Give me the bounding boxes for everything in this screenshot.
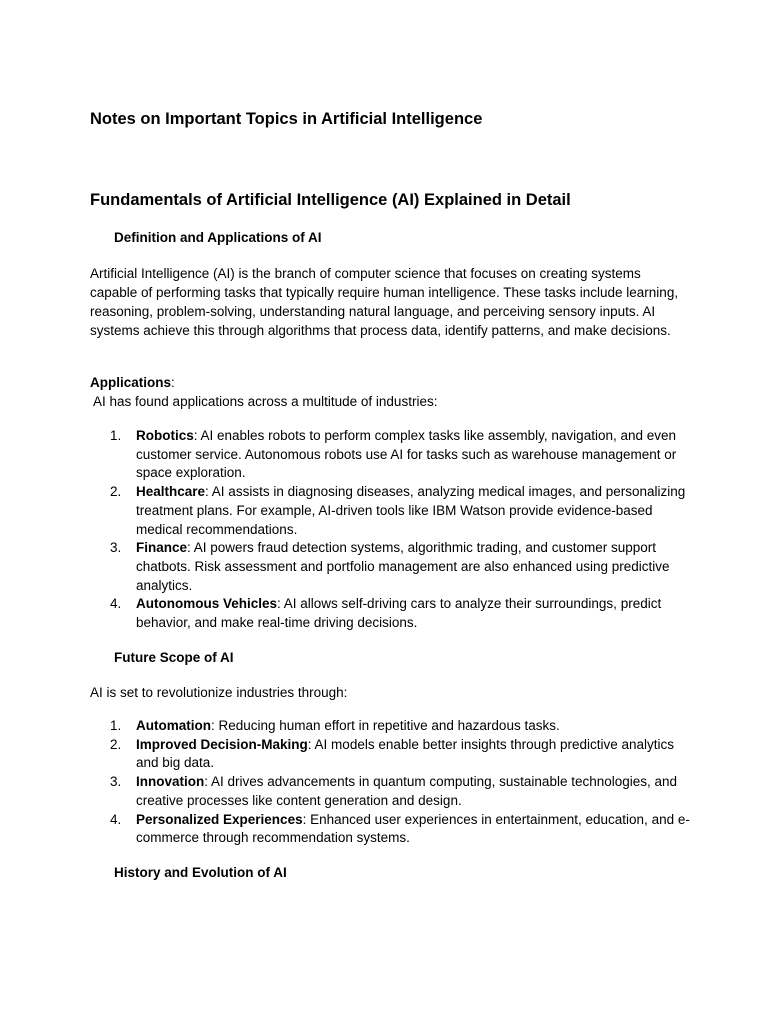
future-list xyxy=(90,717,690,848)
item-text: : AI assists in diagnosing diseases, analyzing medical images, and personalizing treatment plans. For example, AI-driven tools like IBM Watson provide evidence-based medical recommendations. xyxy=(136,484,686,537)
item-text: : AI allows self-driving cars to analyze their surroundings, predict behavior, and make real-time driving decisions. xyxy=(136,596,662,631)
item-term: Personalized Experiences xyxy=(136,811,303,827)
list-item xyxy=(90,595,690,632)
section-title: Fundamentals of Artificial Intelligence (AI) Explained in Detail xyxy=(90,191,571,209)
list-item xyxy=(90,539,690,595)
item-term: Healthcare xyxy=(136,484,206,500)
item-number: 4. xyxy=(110,596,122,612)
item-term: Improved Decision-Making xyxy=(136,736,308,752)
applications-label-suffix: : xyxy=(171,375,175,390)
item-term: Robotics xyxy=(136,428,194,443)
item-number: 2. xyxy=(110,736,122,752)
item-term: Finance xyxy=(136,540,188,556)
item-number: 2. xyxy=(110,484,122,500)
item-term: Autonomous Vehicles xyxy=(136,596,278,612)
item-number: 3. xyxy=(110,774,122,790)
item-number: 1. xyxy=(110,428,122,443)
applications-label-line xyxy=(90,373,680,392)
item-term: Innovation xyxy=(136,774,205,790)
item-text: : AI models enable better insights through predictive analytics and big data. xyxy=(136,736,675,771)
list-item xyxy=(90,717,690,736)
item-term: Automation xyxy=(136,718,211,733)
item-number: 4. xyxy=(110,811,122,827)
item-number: 1. xyxy=(110,718,122,733)
list-item xyxy=(90,736,690,773)
document-title: Notes on Important Topics in Artificial Intelligence xyxy=(90,110,483,128)
future-heading: Future Scope of AI xyxy=(114,650,234,665)
list-item xyxy=(90,773,690,810)
item-number: 3. xyxy=(110,540,122,556)
item-text: : AI enables robots to perform complex tasks like assembly, navigation, and even customer service. Autonomous robots use AI for tasks such as warehouse management or space exploration. xyxy=(136,428,677,481)
future-intro: AI is set to revolutionize industries through: xyxy=(90,685,348,700)
list-item xyxy=(90,483,690,539)
history-heading: History and Evolution of AI xyxy=(114,865,287,880)
definition-paragraph: Artificial Intelligence (AI) is the branch of computer science that focuses on creating systems capable of performing tasks that typically require human intelligence. These tasks include learning, reasoning, problem-solving, understanding natural language, and perceiving sensory inputs. AI systems achieve this through algorithms that process data, identify patterns, and make decisions. xyxy=(90,266,679,338)
list-item xyxy=(90,427,690,483)
item-text: : AI drives advancements in quantum computing, sustainable technologies, and creative processes like content generation and design. xyxy=(136,774,678,808)
applications-label: Applications xyxy=(90,375,172,390)
item-text: : AI powers fraud detection systems, algorithmic trading, and customer support chatbots. Risk assessment and portfolio management are also enhanced using predictive analytics. xyxy=(136,540,670,593)
list-item xyxy=(90,811,690,848)
applications-intro: AI has found applications across a multitude of industries: xyxy=(90,394,438,409)
item-text: : Reducing human effort in repetitive and hazardous tasks. xyxy=(211,718,560,733)
applications-list xyxy=(90,427,690,633)
item-text: : Enhanced user experiences in entertainment, education, and e-commerce through recommendation systems. xyxy=(136,811,690,846)
definition-heading: Definition and Applications of AI xyxy=(114,230,322,245)
